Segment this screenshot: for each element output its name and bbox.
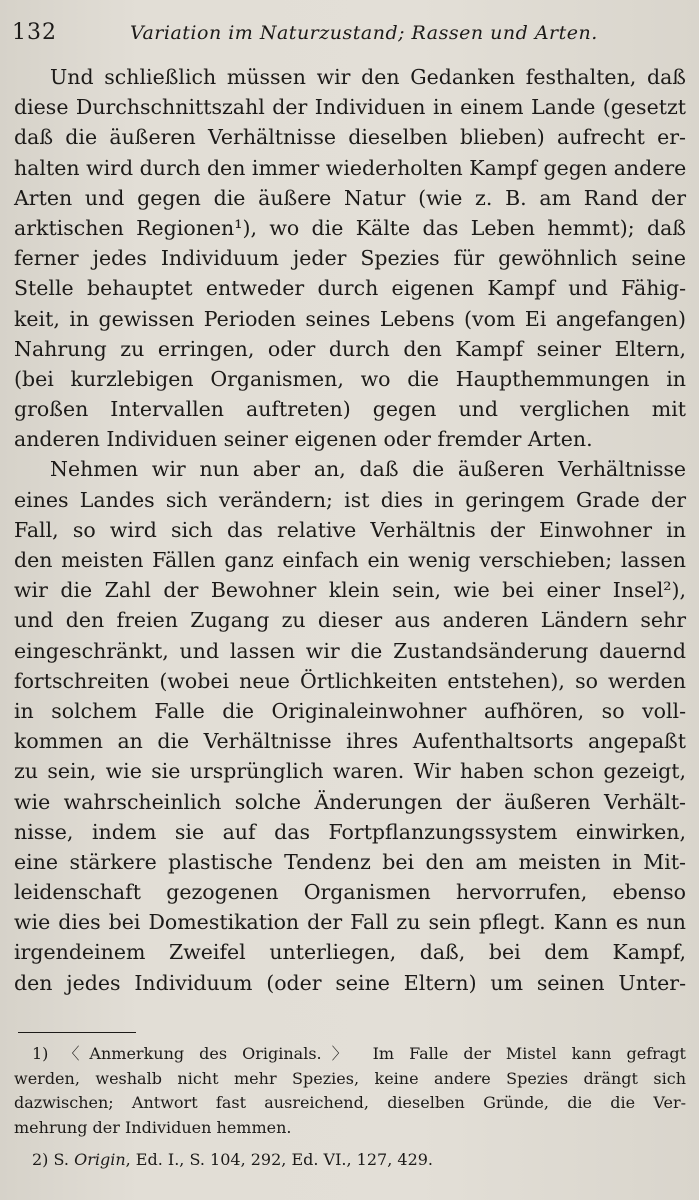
text-line: arktischen Regionen¹), wo die Kälte das Leben hemmt); daß: [14, 215, 686, 240]
text-line: kommen an die Verhältnisse ihres Aufenthaltsorts angepaßt: [14, 729, 686, 754]
text-line: zu sein, wie sie ursprünglich waren. Wir haben schon gezeigt,: [14, 759, 686, 784]
text-line: den jedes Individuum (oder seine Eltern) um seinen Unter-: [14, 970, 686, 995]
footnotes: [14, 1042, 686, 1173]
text-line: den meisten Fällen ganz einfach ein wenig verschieben; lassen: [14, 548, 686, 572]
text-line: daß die äußeren Verhältnisse dieselben blieben) aufrecht er-: [14, 125, 686, 150]
text-line: wir die Zahl der Bewohner klein sein, wie bei einer Insel²),: [14, 578, 686, 603]
text-line: leidenschaft gezogenen Organismen hervorrufen, ebenso: [14, 880, 686, 905]
text-line: ferner jedes Individuum jeder Spezies für gewöhnlich seine: [14, 246, 686, 271]
text-line: Und schließlich müssen wir den Gedanken festhalten, daß: [50, 65, 686, 89]
running-title: Variation im Naturzustand; Rassen und Arten.: [130, 22, 598, 44]
footnote-line: werden, weshalb nicht mehr Spezies, keine andere Spezies drängt sich: [14, 1068, 686, 1088]
text-line: diese Durchschnittszahl der Individuen in einem Lande (gesetzt: [14, 95, 686, 120]
text-line: eines Landes sich verändern; ist dies in geringem Grade der: [14, 487, 686, 512]
text-line: in solchem Falle die Originaleinwohner aufhören, so voll-: [14, 698, 686, 723]
text-line: und den freien Zugang zu dieser aus anderen Ländern sehr: [14, 608, 686, 633]
text-line: wie wahrscheinlich solche Änderungen der äußeren Verhält-: [14, 789, 686, 814]
text-line: nisse, indem sie auf das Fortpflanzungssystem einwirken,: [14, 819, 686, 844]
text-line: keit, in gewissen Perioden seines Lebens (vom Ei angefangen): [14, 306, 686, 331]
footnote-2-rest: , Ed. I., S. 104, 292, Ed. VI., 127, 429.: [125, 1150, 434, 1170]
text-line: Arten und gegen die äußere Natur (wie z. B. am Rand der: [14, 185, 686, 210]
main-text: [14, 62, 686, 998]
footnote-line: dazwischen; Antwort fast ausreichend, dieselben Gründe, die die Ver-: [14, 1093, 686, 1113]
footnote-line: 1) 〈Anmerkung des Originals.〉 Im Falle der Mistel kann gefragt: [32, 1044, 686, 1063]
text-line: wie dies bei Domestikation der Fall zu sein pflegt. Kann es nun: [14, 910, 686, 935]
text-line: anderen Individuen seiner eigenen oder fremder Arten.: [14, 427, 593, 452]
text-line: eingeschränkt, und lassen wir die Zustandsänderung dauernd: [14, 638, 686, 663]
text-line: halten wird durch den immer wiederholten Kampf gegen andere: [14, 155, 687, 180]
text-line: fortschreiten (wobei neue Örtlichkeiten entstehen), so werden: [14, 668, 686, 693]
text-line: großen Intervallen auftreten) gegen und verglichen mit: [14, 397, 686, 422]
text-line: eine stärkere plastische Tendenz bei den am meisten in Mit-: [14, 849, 686, 874]
text-line: irgendeinem Zweifel unterliegen, daß, bei dem Kampf,: [14, 940, 686, 965]
text-line: Nehmen wir nun aber an, daß die äußeren Verhältnisse: [50, 457, 686, 482]
footnote-2-title: Origin: [74, 1150, 126, 1170]
text-line: Stelle behauptet entweder durch eigenen Kampf und Fähig-: [14, 276, 686, 301]
text-line: Nahrung zu erringen, oder durch den Kampf seiner Eltern,: [14, 336, 686, 361]
text-line: Fall, so wird sich das relative Verhältnis der Einwohner in: [14, 517, 686, 542]
text-line: (bei kurzlebigen Organismen, wo die Haupthemmungen in: [14, 366, 686, 391]
page-number: 132: [12, 20, 57, 45]
footnote-2: [14, 1148, 686, 1173]
page-header: [12, 20, 682, 50]
footnote-line: mehrung der Individuen hemmen.: [14, 1117, 292, 1137]
footnote-2-prefix: 2) S.: [32, 1150, 69, 1170]
footnote-divider: [18, 1032, 136, 1033]
